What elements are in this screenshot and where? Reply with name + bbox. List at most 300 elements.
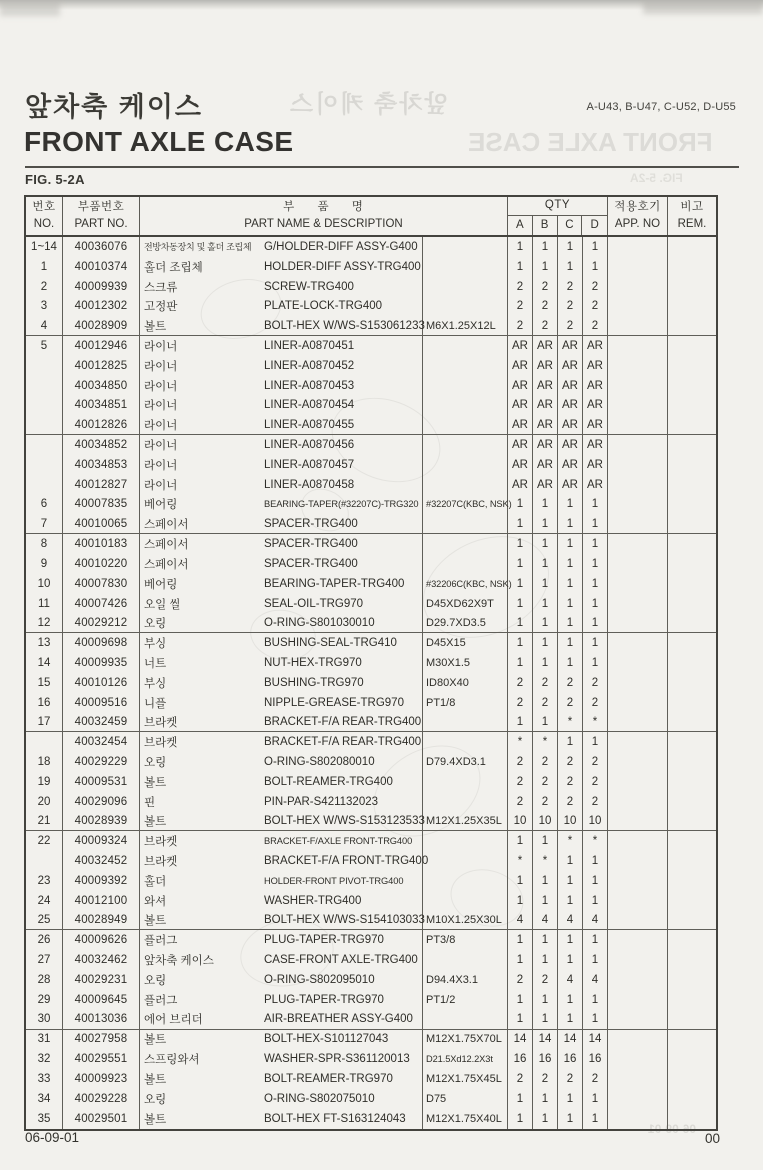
spec-cell: ID80X40 xyxy=(423,673,508,693)
no-cell: 15 xyxy=(26,673,63,693)
name-korean-cell: 너트 xyxy=(144,657,167,670)
name-korean-cell: 플러그 xyxy=(144,935,178,948)
no-cell: 21 xyxy=(26,812,63,831)
table-row xyxy=(26,376,716,396)
description-cell: LINER-A0870454 xyxy=(264,396,423,416)
qty-a-cell: 1 xyxy=(508,613,533,632)
name-korean-cell: 스크류 xyxy=(144,281,178,294)
qty-c-cell: 2 xyxy=(558,792,583,812)
no-cell: 23 xyxy=(26,871,63,891)
table-row xyxy=(26,812,716,832)
footer-page-number: 00 xyxy=(704,1131,720,1146)
spec-cell xyxy=(423,871,508,891)
part-no-cell: 40012825 xyxy=(63,356,140,376)
no-cell: 32 xyxy=(26,1049,63,1069)
part-no-cell: 40010220 xyxy=(63,554,140,574)
app-no-cell xyxy=(608,534,668,554)
qty-b-cell: 16 xyxy=(533,1049,558,1069)
qty-d-cell: 2 xyxy=(583,316,608,335)
description-cell: BOLT-REAMER-TRG970 xyxy=(264,1069,423,1089)
table-row xyxy=(26,693,716,713)
part-no-cell: 40009698 xyxy=(63,633,140,653)
name-korean-cell: 핀 xyxy=(144,796,156,809)
part-no-cell: 40010126 xyxy=(63,673,140,693)
name-korean-cell: 볼트 xyxy=(144,1074,167,1087)
remark-cell xyxy=(668,871,716,891)
spec-cell xyxy=(423,514,508,533)
qty-a-cell: 1 xyxy=(508,574,533,594)
spec-cell: M12X1.75X40L xyxy=(423,1109,508,1129)
description-cell: BRACKET-F/AXLE FRONT-TRG400 xyxy=(264,831,423,851)
part-no-cell: 40007830 xyxy=(63,574,140,594)
description-cell: BEARING-TAPER-TRG400 xyxy=(264,574,423,594)
name-korean-cell: 와셔 xyxy=(144,895,167,908)
no-cell: 18 xyxy=(26,752,63,772)
qty-b-cell: 2 xyxy=(533,693,558,713)
qty-c-cell: 1 xyxy=(558,732,583,752)
table-row xyxy=(26,396,716,416)
description-cell: LINER-A0870458 xyxy=(264,475,423,495)
qty-b-cell: 1 xyxy=(533,554,558,574)
no-cell: 8 xyxy=(26,534,63,554)
app-no-cell xyxy=(608,1049,668,1069)
qty-c-cell: 2 xyxy=(558,296,583,316)
qty-a-cell: 1 xyxy=(508,237,533,257)
header-no xyxy=(26,197,63,235)
part-no-cell: 40029212 xyxy=(63,613,140,632)
no-cell: 22 xyxy=(26,831,63,851)
app-no-cell xyxy=(608,574,668,594)
qty-a-cell: AR xyxy=(508,376,533,396)
header-remarks xyxy=(668,197,716,235)
spec-cell: M12X1.25X35L xyxy=(423,812,508,831)
no-cell: 20 xyxy=(26,792,63,812)
part-no-cell: 40009645 xyxy=(63,990,140,1010)
name-korean-cell: 라이너 xyxy=(144,440,178,453)
description-cell: PLUG-TAPER-TRG970 xyxy=(264,930,423,950)
spec-cell xyxy=(423,237,508,257)
no-cell xyxy=(26,396,63,416)
footer-date: 06-09-01 xyxy=(25,1130,80,1145)
name-korean-cell: 라이너 xyxy=(144,380,178,393)
description-cell: SPACER-TRG400 xyxy=(264,514,423,533)
qty-a-cell: 2 xyxy=(508,772,533,792)
header-app-no-korean: 적용호기 xyxy=(614,200,661,213)
description-cell: LINER-A0870457 xyxy=(264,455,423,475)
table-row xyxy=(26,930,716,950)
remark-cell xyxy=(668,613,716,632)
qty-b-cell: 1 xyxy=(533,653,558,673)
header-part-name-english: PART NAME & DESCRIPTION xyxy=(244,218,403,230)
app-no-cell xyxy=(608,336,668,356)
no-cell: 31 xyxy=(26,1030,63,1050)
table-row xyxy=(26,713,716,733)
no-cell: 3 xyxy=(26,296,63,316)
name-korean-cell: 브라켓 xyxy=(144,856,178,869)
no-cell xyxy=(26,455,63,475)
description-cell: PLUG-TAPER-TRG970 xyxy=(264,990,423,1010)
name-korean-cell: 플러그 xyxy=(144,994,178,1007)
table-row xyxy=(26,772,716,792)
qty-c-cell: 4 xyxy=(558,970,583,990)
table-row xyxy=(26,1049,716,1069)
table-row xyxy=(26,792,716,812)
name-korean-cell: 베어링 xyxy=(144,499,178,512)
qty-b-cell: * xyxy=(533,851,558,871)
table-row xyxy=(26,356,716,376)
description-cell: LINER-A0870452 xyxy=(264,356,423,376)
qty-c-cell: 2 xyxy=(558,673,583,693)
table-row xyxy=(26,455,716,475)
description-cell: LINER-A0870455 xyxy=(264,415,423,434)
spec-cell xyxy=(423,950,508,970)
remark-cell xyxy=(668,455,716,475)
qty-d-cell: 2 xyxy=(583,1069,608,1089)
spec-cell xyxy=(423,475,508,495)
qty-c-cell: 1 xyxy=(558,514,583,533)
qty-d-cell: 1 xyxy=(583,930,608,950)
qty-b-cell: AR xyxy=(533,356,558,376)
header-qty-col-a: A xyxy=(508,216,533,235)
part-no-cell: 40034850 xyxy=(63,376,140,396)
header-part-name xyxy=(140,197,508,235)
qty-a-cell: 1 xyxy=(508,871,533,891)
qty-b-cell: 2 xyxy=(533,752,558,772)
app-no-cell xyxy=(608,277,668,297)
spec-cell xyxy=(423,713,508,732)
qty-a-cell: 1 xyxy=(508,990,533,1010)
qty-c-cell: 4 xyxy=(558,911,583,930)
no-cell: 9 xyxy=(26,554,63,574)
qty-b-cell: 1 xyxy=(533,514,558,533)
name-korean-cell: 라이너 xyxy=(144,459,178,472)
description-cell: BRACKET-F/A REAR-TRG400 xyxy=(264,732,423,752)
app-no-cell xyxy=(608,930,668,950)
remark-cell xyxy=(668,1049,716,1069)
spec-cell xyxy=(423,356,508,376)
qty-c-cell: 1 xyxy=(558,930,583,950)
qty-a-cell: * xyxy=(508,732,533,752)
header-remarks-english: REM. xyxy=(677,218,707,230)
no-cell xyxy=(26,435,63,455)
part-no-cell: 40034852 xyxy=(63,435,140,455)
part-no-cell: 40013036 xyxy=(63,1010,140,1029)
description-cell: BRACKET-F/A FRONT-TRG400 xyxy=(264,851,423,871)
qty-b-cell: 2 xyxy=(533,316,558,335)
qty-c-cell: 14 xyxy=(558,1030,583,1050)
qty-a-cell: 1 xyxy=(508,653,533,673)
description-cell: AIR-BREATHER ASSY-G400 xyxy=(264,1010,423,1029)
part-no-cell: 40007835 xyxy=(63,495,140,515)
no-cell xyxy=(26,356,63,376)
qty-d-cell: AR xyxy=(583,455,608,475)
description-cell: BOLT-HEX W/WS-S153123533 xyxy=(264,812,423,831)
qty-d-cell: 14 xyxy=(583,1030,608,1050)
name-korean-cell: 고정판 xyxy=(144,301,178,314)
qty-b-cell: 14 xyxy=(533,1030,558,1050)
app-no-cell xyxy=(608,752,668,772)
table-row xyxy=(26,1089,716,1109)
qty-c-cell: 1 xyxy=(558,1089,583,1109)
no-cell: 10 xyxy=(26,574,63,594)
app-no-cell xyxy=(608,772,668,792)
no-cell: 13 xyxy=(26,633,63,653)
qty-b-cell: 1 xyxy=(533,1089,558,1109)
qty-b-cell: 1 xyxy=(533,613,558,632)
qty-d-cell: 1 xyxy=(583,257,608,277)
table-row xyxy=(26,613,716,633)
qty-b-cell: 1 xyxy=(533,831,558,851)
part-no-cell: 40032459 xyxy=(63,713,140,732)
spec-cell: M30X1.5 xyxy=(423,653,508,673)
qty-a-cell: 1 xyxy=(508,1089,533,1109)
qty-a-cell: 1 xyxy=(508,514,533,533)
name-korean-cell: 볼트 xyxy=(144,815,167,828)
table-row xyxy=(26,514,716,534)
qty-a-cell: 16 xyxy=(508,1049,533,1069)
table-row xyxy=(26,831,716,851)
app-no-cell xyxy=(608,396,668,416)
name-korean-cell: 스페이서 xyxy=(144,539,189,552)
qty-a-cell: AR xyxy=(508,455,533,475)
remark-cell xyxy=(668,237,716,257)
app-no-cell xyxy=(608,1030,668,1050)
name-korean-cell: 전방차동장치 및 홀더 조립체 xyxy=(144,242,252,253)
qty-b-cell: 2 xyxy=(533,970,558,990)
qty-a-cell: 4 xyxy=(508,911,533,930)
remark-cell xyxy=(668,475,716,495)
app-no-cell xyxy=(608,950,668,970)
qty-d-cell: 1 xyxy=(583,871,608,891)
qty-d-cell: 2 xyxy=(583,673,608,693)
app-no-cell xyxy=(608,316,668,335)
qty-b-cell: 1 xyxy=(533,990,558,1010)
table-row xyxy=(26,316,716,336)
qty-b-cell: 2 xyxy=(533,296,558,316)
qty-d-cell: 10 xyxy=(583,812,608,831)
app-no-cell xyxy=(608,911,668,930)
no-cell: 33 xyxy=(26,1069,63,1089)
qty-a-cell: AR xyxy=(508,336,533,356)
name-korean-cell: 베어링 xyxy=(144,578,178,591)
table-row xyxy=(26,594,716,614)
name-korean-cell: 부싱 xyxy=(144,677,167,690)
qty-b-cell: AR xyxy=(533,336,558,356)
qty-d-cell: * xyxy=(583,831,608,851)
remark-cell xyxy=(668,851,716,871)
qty-a-cell: 2 xyxy=(508,277,533,297)
qty-b-cell: 1 xyxy=(533,594,558,614)
table-row xyxy=(26,1030,716,1050)
remark-cell xyxy=(668,277,716,297)
no-cell xyxy=(26,851,63,871)
qty-c-cell: 1 xyxy=(558,851,583,871)
header-remarks-korean: 비고 xyxy=(680,200,704,213)
app-no-cell xyxy=(608,376,668,396)
spec-cell xyxy=(423,1010,508,1029)
qty-b-cell: 1 xyxy=(533,1109,558,1129)
qty-c-cell: 2 xyxy=(558,752,583,772)
remark-cell xyxy=(668,930,716,950)
qty-c-cell: 1 xyxy=(558,257,583,277)
app-no-cell xyxy=(608,554,668,574)
table-row xyxy=(26,475,716,495)
part-no-cell: 40009516 xyxy=(63,693,140,713)
qty-a-cell: 2 xyxy=(508,792,533,812)
remark-cell xyxy=(668,812,716,831)
part-no-cell: 40010374 xyxy=(63,257,140,277)
app-no-cell xyxy=(608,990,668,1010)
no-cell xyxy=(26,376,63,396)
name-korean-cell: 라이너 xyxy=(144,419,178,432)
remark-cell xyxy=(668,1069,716,1089)
spec-cell xyxy=(423,455,508,475)
remark-cell xyxy=(668,1089,716,1109)
qty-b-cell: 1 xyxy=(533,257,558,277)
app-no-cell xyxy=(608,1069,668,1089)
app-no-cell xyxy=(608,812,668,831)
remark-cell xyxy=(668,376,716,396)
qty-c-cell: * xyxy=(558,831,583,851)
remark-cell xyxy=(668,970,716,990)
table-row xyxy=(26,732,716,752)
description-cell: BUSHING-TRG970 xyxy=(264,673,423,693)
app-no-cell xyxy=(608,613,668,632)
qty-a-cell: 1 xyxy=(508,257,533,277)
part-no-cell: 40029501 xyxy=(63,1109,140,1129)
qty-c-cell: AR xyxy=(558,475,583,495)
qty-d-cell: 1 xyxy=(583,514,608,533)
qty-d-cell: AR xyxy=(583,435,608,455)
spec-cell xyxy=(423,296,508,316)
name-korean-cell: 오링 xyxy=(144,1093,167,1106)
qty-a-cell: 1 xyxy=(508,554,533,574)
table-body xyxy=(26,237,716,1129)
spec-cell xyxy=(423,732,508,752)
no-cell: 27 xyxy=(26,950,63,970)
app-no-cell xyxy=(608,435,668,455)
qty-a-cell: 2 xyxy=(508,752,533,772)
remark-cell xyxy=(668,673,716,693)
description-cell: O-RING-S801030010 xyxy=(264,613,423,632)
table-row xyxy=(26,257,716,277)
app-no-cell xyxy=(608,594,668,614)
part-no-cell: 40009935 xyxy=(63,653,140,673)
description-cell: LINER-A0870456 xyxy=(264,435,423,455)
name-korean-cell: 볼트 xyxy=(144,320,167,333)
name-korean-cell: 홀더 조립체 xyxy=(144,261,203,274)
qty-b-cell: 1 xyxy=(533,237,558,257)
no-cell: 34 xyxy=(26,1089,63,1109)
remark-cell xyxy=(668,1030,716,1050)
qty-c-cell: 2 xyxy=(558,277,583,297)
qty-a-cell: 14 xyxy=(508,1030,533,1050)
qty-b-cell: AR xyxy=(533,415,558,434)
qty-c-cell: AR xyxy=(558,435,583,455)
table-row xyxy=(26,871,716,891)
part-no-cell: 40034853 xyxy=(63,455,140,475)
no-cell: 30 xyxy=(26,1010,63,1029)
remark-cell xyxy=(668,1109,716,1129)
qty-d-cell: 1 xyxy=(583,613,608,632)
qty-b-cell: 10 xyxy=(533,812,558,831)
description-cell: PIN-PAR-S421132023 xyxy=(264,792,423,812)
part-no-cell: 40028939 xyxy=(63,812,140,831)
qty-b-cell: 2 xyxy=(533,673,558,693)
name-korean-cell: 오링 xyxy=(144,617,167,630)
spec-cell: M12X1.75X45L xyxy=(423,1069,508,1089)
no-cell: 29 xyxy=(26,990,63,1010)
qty-d-cell: AR xyxy=(583,336,608,356)
name-korean-cell: 부싱 xyxy=(144,638,167,651)
description-cell: SPACER-TRG400 xyxy=(264,534,423,554)
qty-b-cell: AR xyxy=(533,396,558,416)
remark-cell xyxy=(668,296,716,316)
spec-cell: M12X1.75X70L xyxy=(423,1030,508,1050)
scan-artifact-corner-left xyxy=(0,0,60,16)
description-cell: SCREW-TRG400 xyxy=(264,277,423,297)
description-cell: O-RING-S802075010 xyxy=(264,1089,423,1109)
description-cell: BOLT-REAMER-TRG400 xyxy=(264,772,423,792)
no-cell xyxy=(26,732,63,752)
qty-d-cell: 1 xyxy=(583,495,608,515)
qty-c-cell: 1 xyxy=(558,574,583,594)
table-row xyxy=(26,534,716,554)
description-cell: LINER-A0870453 xyxy=(264,376,423,396)
qty-c-cell: 1 xyxy=(558,554,583,574)
table-row xyxy=(26,950,716,970)
qty-c-cell: 1 xyxy=(558,534,583,554)
part-no-cell: 40009531 xyxy=(63,772,140,792)
qty-d-cell: 1 xyxy=(583,732,608,752)
qty-d-cell: AR xyxy=(583,475,608,495)
remark-cell xyxy=(668,435,716,455)
spec-cell xyxy=(423,891,508,911)
header-part-name-korean: 부 품 명 xyxy=(283,200,364,213)
name-korean-cell: 볼트 xyxy=(144,915,167,928)
qty-a-cell: * xyxy=(508,851,533,871)
table-row xyxy=(26,851,716,871)
spec-cell: M10X1.25X30L xyxy=(423,911,508,930)
table-row xyxy=(26,296,716,316)
qty-b-cell: 2 xyxy=(533,1069,558,1089)
description-cell: HOLDER-DIFF ASSY-TRG400 xyxy=(264,257,423,277)
header-qty-label: QTY xyxy=(508,197,607,216)
ghost-title-en: FRONT AXLE CASE xyxy=(468,127,713,157)
qty-d-cell: 2 xyxy=(583,296,608,316)
qty-d-cell: 1 xyxy=(583,534,608,554)
qty-a-cell: AR xyxy=(508,435,533,455)
name-korean-cell: 에어 브리더 xyxy=(144,1014,203,1027)
qty-a-cell: 1 xyxy=(508,1010,533,1029)
ghost-figure-label: FIG. 5-2A xyxy=(630,171,683,185)
figure-label: FIG. 5-2A xyxy=(25,172,85,187)
remark-cell xyxy=(668,554,716,574)
remark-cell xyxy=(668,772,716,792)
table-row xyxy=(26,574,716,594)
app-no-cell xyxy=(608,455,668,475)
qty-d-cell: 1 xyxy=(583,633,608,653)
qty-a-cell: 1 xyxy=(508,594,533,614)
qty-b-cell: 1 xyxy=(533,713,558,732)
qty-d-cell: 1 xyxy=(583,554,608,574)
table-row xyxy=(26,495,716,515)
spec-cell: D94.4X3.1 xyxy=(423,970,508,990)
qty-a-cell: 1 xyxy=(508,713,533,732)
header-part-no-english: PART NO. xyxy=(74,218,128,230)
table-row xyxy=(26,911,716,931)
qty-d-cell: AR xyxy=(583,356,608,376)
